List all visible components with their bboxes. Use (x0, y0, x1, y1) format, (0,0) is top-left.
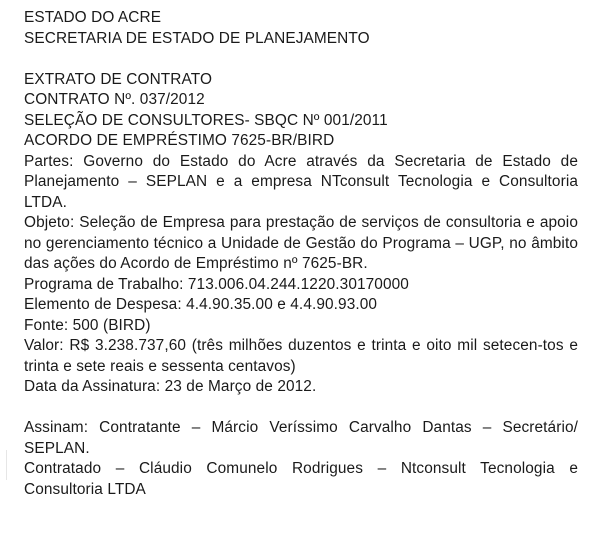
parties-paragraph: Partes: Governo do Estado do Acre através da Secretaria de Estado de Planejamento – SEPLAN e a empresa NTconsult Tecnologia e Consultoria LTDA. (24, 152, 578, 211)
funding-source: Fonte: 500 (BIRD) (24, 316, 151, 334)
consultant-selection: SELEÇÃO DE CONSULTORES- SBQC Nº 001/2011 (24, 111, 388, 129)
contract-number: CONTRATO Nº. 037/2012 (24, 91, 205, 108)
expense-element: Elemento de Despesa: 4.4.90.35.00 e 4.4.90.93.00 (24, 296, 378, 313)
contractor-signature: Assinam: Contratante – Márcio Veríssimo Carvalho Dantas – Secretário/ SEPLAN. (24, 419, 578, 457)
loan-agreement: ACORDO DE EMPRÉSTIMO 7625-BR/BIRD (24, 132, 335, 149)
spacer (24, 398, 578, 419)
work-program: Programa de Trabalho: 713.006.04.244.1220.30170000 (24, 275, 409, 293)
spacer (24, 49, 578, 70)
contract-extract-document (24, 8, 578, 500)
contract-value: Valor: R$ 3.238.737,60 (três milhões duzentos e trinta e oito mil setecen-tos e trinta e sete reais e sessenta centavos) (24, 337, 578, 375)
state-heading: ESTADO DO ACRE (24, 9, 162, 26)
object-paragraph: Objeto: Seleção de Empresa para prestação de serviços de consultoria e apoio no gerenciamento técnico a Unidade de Gestão do Programa – UGP, no âmbito das ações do Acordo de Empréstimo nº 7625-BR. (24, 214, 578, 272)
signature-date: Data da Assinatura: 23 de Março de 2012. (24, 378, 317, 395)
scan-edge-mark (6, 450, 7, 480)
contracted-signature: Contratado – Cláudio Comunelo Rodrigues – Ntconsult Tecnologia e Consultoria LTDA (24, 460, 578, 498)
secretariat-heading: SECRETARIA DE ESTADO DE PLANEJAMENTO (24, 29, 370, 47)
extract-title: EXTRATO DE CONTRATO (24, 70, 213, 88)
